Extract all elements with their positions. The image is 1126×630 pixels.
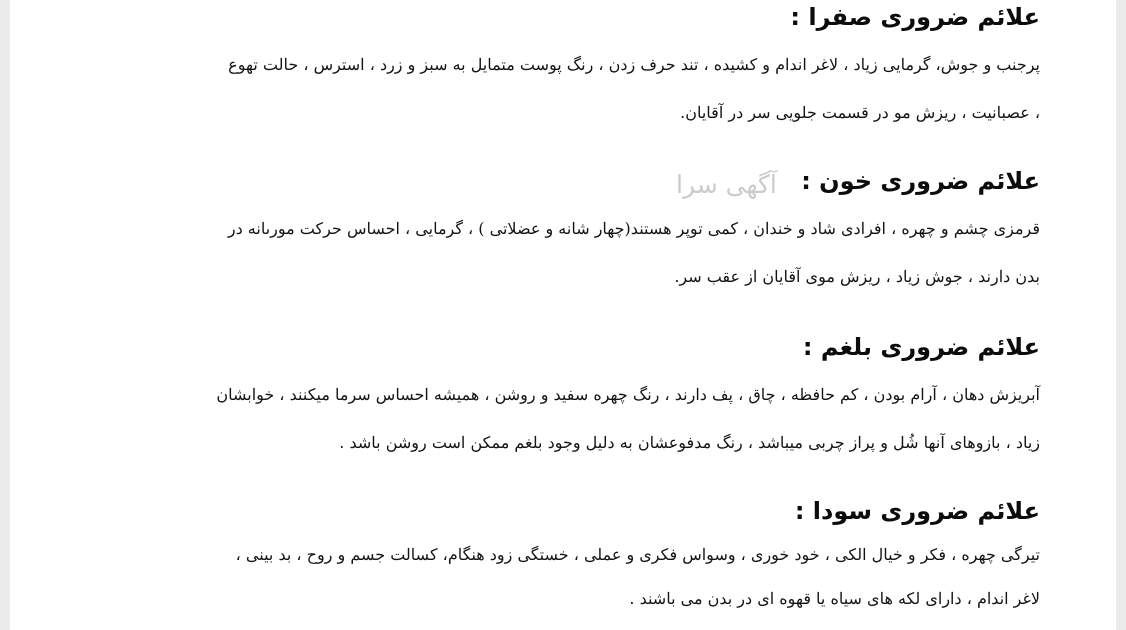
section-balgham <box>80 330 1040 456</box>
section-heading: علائم ضروری بلغم : <box>802 333 1040 361</box>
document-page <box>10 0 1116 630</box>
section-text-line: آبریزش دهان ، آرام بودن ، کم حافظه ، چاق ، پف دارند ، رنگ چهره سفید و روشن ، همیشه احساس سرما میکنند ، خوابشان <box>216 385 1040 404</box>
screen-right-edge <box>1116 0 1126 630</box>
section-text-line: قرمزی چشم و چهره ، افرادی شاد و خندان ، کمی توپر هستند(چهار شانه و عضلاتی ) ، گرمایی ، احساس حرکت مورىانه در <box>227 219 1040 238</box>
section-text-line: پرجنب و جوش، گرمایی زیاد ، لاغر اندام و کشیده ، تند حرف زدن ، رنگ پوست متمایل به سبز و زرد ، استرس ، حالت تهوع <box>228 55 1040 74</box>
screen-left-edge <box>0 0 10 630</box>
section-heading: علائم ضروری سودا : <box>794 497 1040 525</box>
section-khoon <box>80 164 1040 290</box>
section-heading: علائم ضروری صفرا : <box>790 3 1040 31</box>
section-sauda <box>80 494 1040 612</box>
section-text-line: زیاد ، بازوهای آنها شُل و پراز چربی میباشد ، رنگ مدفوعشان به دلیل وجود بلغم ممکن است روشن باشد . <box>339 433 1040 452</box>
section-text-line: لاغر اندام ، دارای لکه های سیاه یا قهوه ای در بدن می باشند . <box>629 589 1040 608</box>
section-text-line: بدن دارند ، جوش زیاد ، ریزش موی آقایان از عقب سر. <box>674 267 1040 286</box>
section-heading: علائم ضروری خون : <box>801 167 1040 195</box>
section-text-line: تیرگی چهره ، فکر و خیال الکی ، خود خوری ، وسواس فکری و عملی ، خستگی زود هنگام، کسالت جسم و روح ، بد بینی ، <box>235 545 1040 564</box>
section-safra <box>80 0 1040 126</box>
section-text-line: ، عصبانیت ، ریزش مو در قسمت جلویی سر در آقایان. <box>680 103 1040 122</box>
watermark: آگهی سرا <box>676 170 777 199</box>
